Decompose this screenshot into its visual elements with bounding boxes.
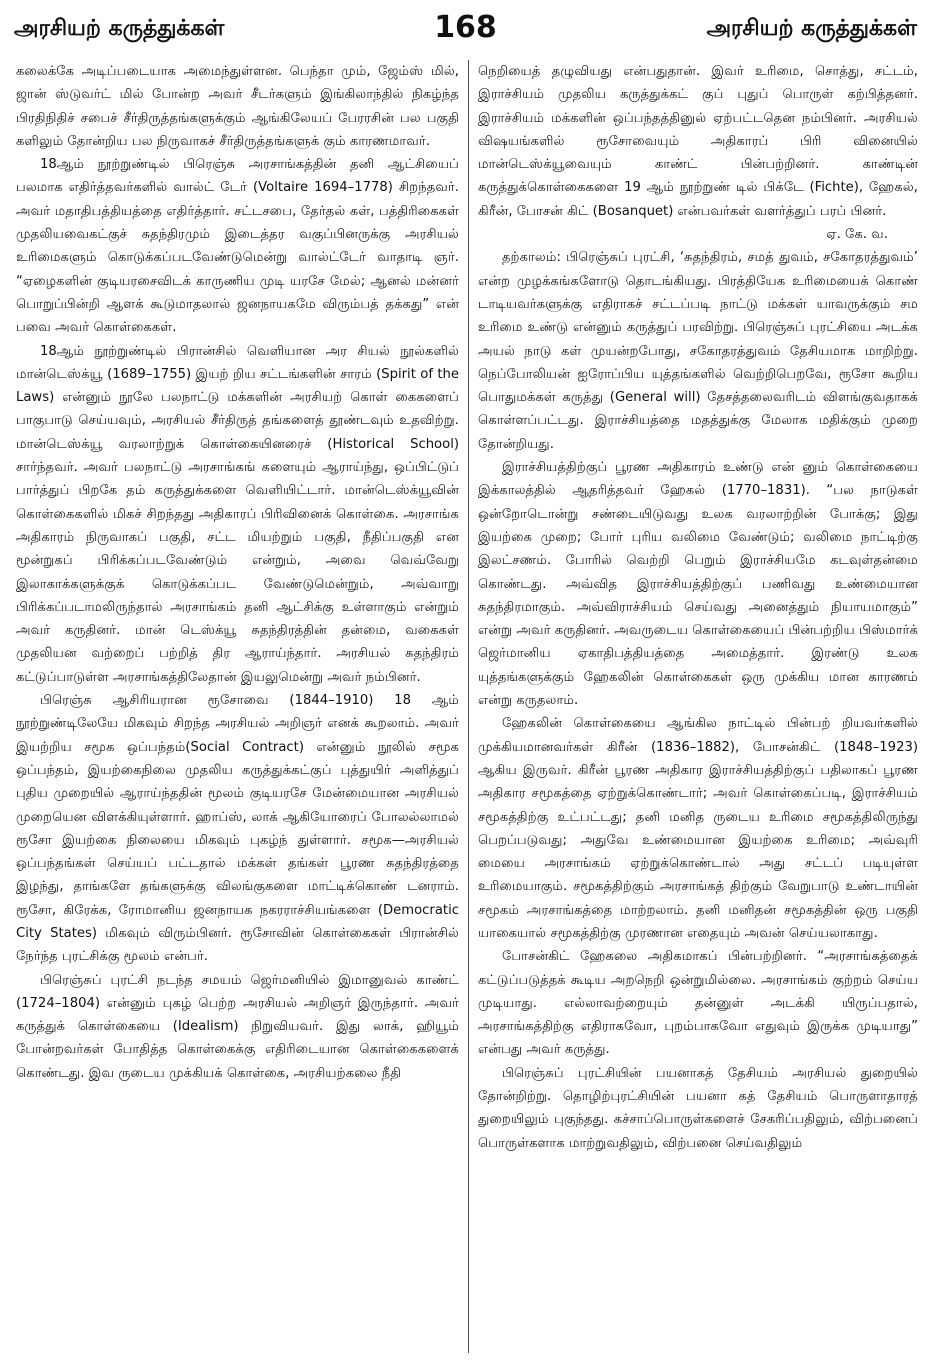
paragraph: 18ஆம் நூற்றுண்டில் பிரெஞ்சு அரசாங்கத்தின் தனி ஆட்சியைப் பலமாக எதிர்த்தவர்களில் வால்ட் டேர் (Voltaire 1694–1778) சிறந்தவர். அவர் மதாதிபத்தியத்தை எதிர்த்தார். சட்டசபை, தேர்தல் கள், பத்திரிகைகள் முதலியவைகட்குச் சுதந்திரமும் இடைத்தர வகுப்பினருக்கு அரசியல் உரிமைகளும் கொடுக்கப்படவேண்டுமென்று வால்ட்டேர் வாதாடி ஞர். “ஏழைகளின் குடியரசைவிடக் காருணிய முடி யரசே மேல்; ஆனல் மன்னர் பொறுப்பின்றி ஆளக் கூடுமாதலால் ஜனநாயகமே விரும்பத் தக்கது” என் பவை அவர் கொள்கைகள். <box>16 157 459 336</box>
running-title-right: அரசியற் கருத்துக்கள் <box>706 16 917 41</box>
paragraph: தற்காலம்: பிரெஞ்சுப் புரட்சி, ‘சுதந்திரம், சமத் துவம், சகோதரத்துவம்’ என்ற முழக்கங்களோடு தொடங்கியது. பிரத்தியேக உரிமையைக் கொண் டாடியவர்களுக்கு எதிராகச் சட்டப்படி நாட்டு மக்கள் யாவருக்கும் சம உரிமை உண்டு என்னும் கருத்துப் பரவிற்று. பிரெஞ்சுப் புரட்சியை அடக்க அயல் நாடு கள் முயன்றபோது, சகோதரத்துவம் தேசியமாக மாறிற்று. நெப்போலியன் ஐரோப்பிய யுத்தங்களில் வெற்றிபெறவே, ரூசோ கூறிய பொதுமக்கள் கருத்து (General will) தேசத்தலைவரிடம் விளங்குவதாகக் கொள்ளப்பட்டது. இராச்சியத்தை மதத்துக்கு மேலாக மதிக்கும் முறை தோன்றியது. <box>478 250 918 452</box>
paragraph: 18ஆம் நூற்றுண்டில் பிரான்சில் வெளியான அர சியல் நூல்களில் மான்டெஸ்க்யூ (1689–1755) இயற் றிய சட்டங்களின் சாரம் (Spirit of the Laws) என்னும் நூலே பலநாட்டு மக்களின் அரசியற் கொள் கைகளைப் பாகுபாடு செய்யவும், அரசியல் சீர்திருத் தங்களைத் தூண்டவும் உதவிற்று. மான்டெஸ்க்யூ வரலாற்றுக் கொள்கையினரைச் (Historical School) சார்ந்தவர். அவர் பலநாட்டு அரசாங்கங் களையும் ஆராய்ந்து, ஒப்பிட்டுப் பார்த்துப் பிறகே தம் கருத்துக்களை வெளியிட்டார். மான்டெஸ்க்யூவின் கொள்கைகளில் மிகச் சிறந்தது அதிகாரப் பிரிவினைக் கொள்கை. அரசாங்க அதிகாரம் நிருவாகப் பகுதி, சட்ட மியற்றும் பகுதி, நீதிப்பகுதி என மூன்றுகப் பிரிக்கப்படவேண்டும் என்றும், அவை வெவ்வேறு இலாகாக்களுக்குக் கொடுக்கப்பட வேண்டுமென்றும், அவ்வாறு பிரிக்கப்படாமலிருந்தால் அரசாங்கம் தனி ஆட்சிக்கு உள்ளாகும் என்றும் அவர் கருதினர். மான் டெஸ்க்யூ சுதந்திரத்தின் தன்மை, வகைகள் முதலியன வற்றைப் பற்றித் திர ஆராய்ந்தார். அரசியல் சுதந்திரம் கட்டுப்பாடுள்ள அரசாங்கத்திலேதான் இயலுமென்று அவர் நம்பினர். <box>16 343 459 685</box>
left-column <box>16 60 459 1353</box>
paragraph: பிரெஞ்சு ஆசிரியரான ரூசோவை (1844–1910) 18 ஆம் நூற்றுண்டிலேயே மிகவும் சிறந்த அரசியல் அறிஞர் எனக் கூறலாம். அவர் இயற்றிய சமூக ஒப்பந்தம்(Social Contract) என்னும் நூலில் சமூக ஒப்பந்தம், இயற்கைநிலை முதலிய கருத்துக்கட்குப் புத்துயிர் அளித்துப் புதிய முறையில் ஆராய்ந்ததின் மூலம் குடியரசே மேன்மையான அரசியல் முறையென விளக்கியுள்ளார். ஹாப்ஸ், லாக் ஆகியோரைப் போலல்லாமல் ரூசோ இயற்கை நிலையை மிகவும் புகழ்ந் துள்ளார். சமூக—அரசியல் ஒப்பந்தங்கள் செய்யப் பட்டதால் மக்கள் தங்கள் பூரண சுதந்திரத்தை இழந்து, தாங்களே தங்களுக்கு விலங்குகளை மாட்டிக்கொண் டனராம். ரூசோ, கிரேக்க, ரோமானிய ஜனநாயக நகரராச்சியங்களை (Democratic City States) மிகவும் விரும்பினர். ரூசோவின் கொள்கைகள் பிரான்சில் நேர்ந்த புரட்சிக்கு மூலம் என்பர். <box>16 693 459 965</box>
paragraph: ஹேகலின் கொள்கையை ஆங்கில நாட்டில் பின்பற் றியவர்களில் முக்கியமானவர்கள் கிரீன் (1836–1882), போசன்கிட் (1848–1923) ஆகிய இருவர். கிரீன் பூரண அதிகார இராச்சியத்திற்குப் பதிலாகப் பூரண அதிகார சமூகத்தை ஏற்றுக்கொண்டார்; அவர் கொள்கைப்படி, இராச்சியம் சமூகத்திற்கு உட்பட்டது; தனி மனித ருடைய உரிமை சமூகத்திலிருந்து பெறப்படுவது; அதுவே உண்மையான இயற்கை உரிமை; அவ்வுரி மையை அரசாங்கம் ஏற்றுக்கொண்டால் அது சட்டப் படியுள்ள உரிமையாகும். சமூகத்திற்கும் அரசாங்கத் திற்கும் வேறுபாடு உண்டாயின் சமூகம் அரசாங்கத்தை மாற்றலாம். தனி மனிதன் சமூகத்தின் ஒரு பகுதி யாகையால் சமூகத்திற்கு முரணான எதையும் அவன் செய்யலாகாது. <box>478 716 918 941</box>
paragraph: பிரெஞ்சுப் புரட்சி நடந்த சமயம் ஜெர்மனியில் இமானுவல் காண்ட் (1724–1804) என்னும் புகழ் பெற்ற அரசியல் அறிஞர் இருந்தார். அவர் கருத்துக் கொள்கையை (Idealism) நிறுவியவர். இது லாக், ஹியூம் போன்றவர்கள் போதித்த கொள்கைக்கு எதிரிடையான கொள்கைகளைக் கொண்டது. இவ ருடைய முக்கியக் கொள்கை, அரசியற்கலை நீதி <box>16 972 459 1081</box>
paragraph: கலைக்கே அடிப்படையாக அமைந்துள்ளன. பெந்தா மும், ஜேம்ஸ் மில், ஜான் ஸ்டுவர்ட் மில் போன்ற அவர் சீடர்களும் இங்கிலாந்தில் நிகழ்ந்த பிரதிநிதிச் சபைச் சீர்திருத்தங்களுக்கும் ஆங்கிலேயப் பேரரசின் பல பகுதி களிலும் தோன்றிய பல நிருவாகச் சீர்திருத்தங்களுக் கும் காரணமாவர். <box>16 64 459 149</box>
page-number: 168 <box>434 10 497 45</box>
page-header <box>14 10 917 50</box>
paragraph: நெறியைத் தழுவியது என்பதுதான். இவர் உரிமை, சொத்து, சட்டம், இராச்சியம் முதலிய கருத்துக்கட் குப் புதுப் பொருள் கற்பித்தனர். இராச்சியம் மக்களின் ஒப்பந்தத்தினுல் ஏற்பட்டதென நம்பினர். அரசியல் விஷயங்களில் ரூசோவையும் அதிகாரப் பிரி வினையில் மான்டெஸ்க்யூவையும் காண்ட் பின்பற்றினர். காண்டின் கருத்துக்கொள்கைகளை 19 ஆம் நூற்றுண் டில் பிக்டே (Fichte), ஹேகல், கிரீன், போசன் கிட் (Bosanquet) என்பவர்கள் வளர்த்துப் பரப் பினர். <box>478 64 918 219</box>
paragraph: போசன்கிட் ஹேகலை அதிகமாகப் பின்பற்றினர். “அரசாங்கத்தைக் கட்டுப்படுத்தக் கூடிய அறநெறி ஒன்றுமில்லை. அரசாங்கம் குற்றம் செய்ய முடியாது. எல்லாவற்றையும் தன்னுள் அடக்கி யிருப்பதால், அரசாங்கத்திற்கு எதிராகவோ, புறம்பாகவோ எதுவும் இருக்க முடியாது” என்பது அவர் கருத்து. <box>478 949 918 1058</box>
running-title-left: அரசியற் கருத்துக்கள் <box>14 16 225 41</box>
right-column <box>478 60 918 1353</box>
paragraph: இராச்சியத்திற்குப் பூரண அதிகாரம் உண்டு என் னும் கொள்கையை இக்காலத்தில் ஆதரித்தவர் ஹேகல் (1770–1831). “பல நாடுகள் ஒன்றோடொன்று சண்டையிடுவது உலக வரலாற்றின் போக்கு; இது இயற்கை முறை; போர் புரிய வலிமை வேண்டும்; வலிமை நாட்டிற்கு இலட்சணம். போரில் வெற்றி பெறும் இராச்சியமே கடவுள்தன்மை கொண்டது. அவ்வித இராச்சியத்திற்குப் பணிவது உண்மையான சுதந்திரமாகும். அவ்விராச்சியம் செய்வது அனைத்தும் நியாயமாகும்” என்று அவர் கருதினர். அவருடைய கொள்கையைப் பின்பற்றிய பிஸ்மார்க் ஜெர்மானிய ஏகாதிபத்தியத்தை அமைத்தார். இரண்டு உலக யுத்தங்களுக்கும் ஹேகலின் கொள்கைகள் ஒரு முக்கிய மான காரணம் என்று கருதலாம். <box>478 460 918 709</box>
author-initials: ஏ. கே. வ. <box>826 227 888 243</box>
paragraph: பிரெஞ்சுப் புரட்சியின் பயனாகத் தேசியம் அரசியல் துறையில் தோன்றிற்று. தொழிற்புரட்சியின் பயனா கத் தேசியம் பொருளாதாரத் துறையிலும் புகுந்தது. கச்சாப்பொருள்களைச் சேகரிப்பதிலும், விற்பனைப் பொருள்களாக மாற்றுவதிலும், விற்பனை செய்வதிலும் <box>478 1065 918 1151</box>
column-divider <box>468 60 469 1353</box>
